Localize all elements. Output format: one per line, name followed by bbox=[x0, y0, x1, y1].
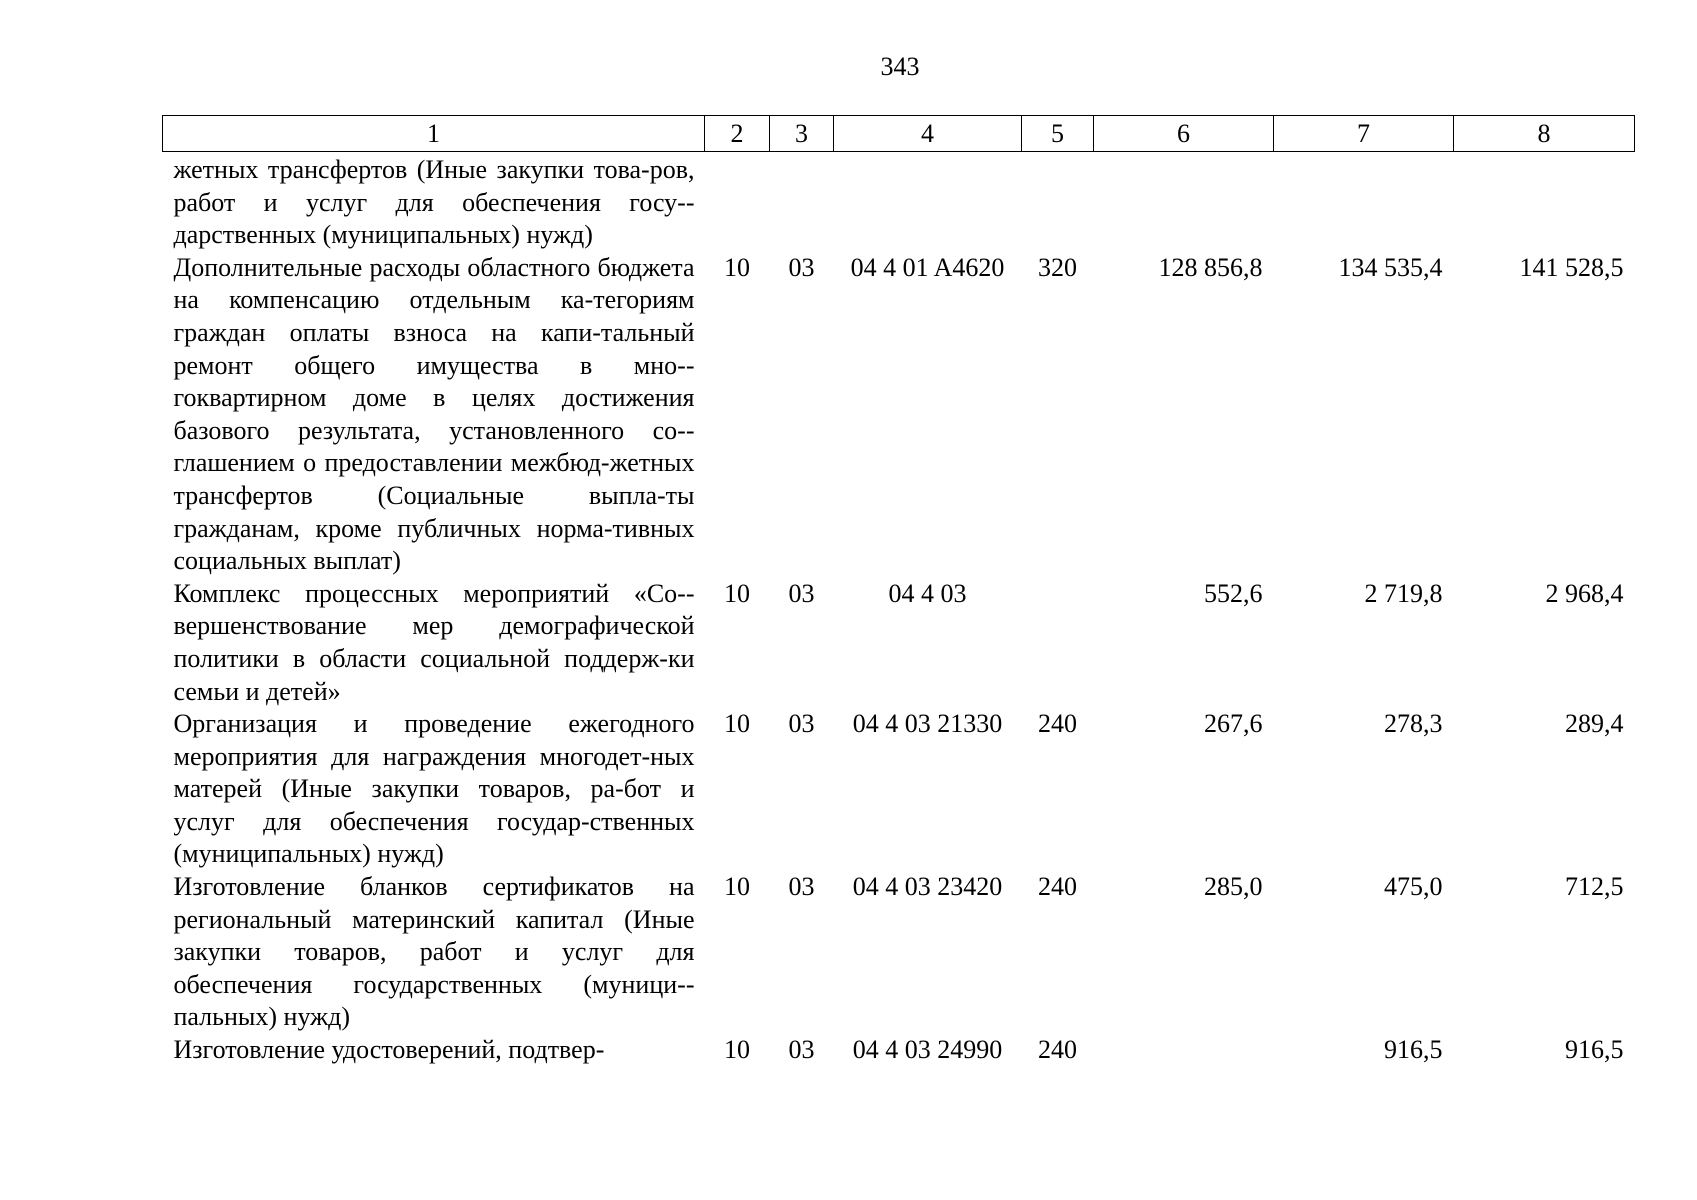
row-target-article: 04 4 03 24990 bbox=[852, 1035, 1003, 1065]
column-header-1: 1 bbox=[163, 116, 705, 152]
row-expense-group: 240 bbox=[1038, 872, 1077, 902]
row-amount-col7: 475,0 bbox=[1384, 872, 1443, 902]
row-section: 10 bbox=[724, 1035, 750, 1065]
table-row bbox=[163, 252, 1635, 578]
row-expense-group: 240 bbox=[1038, 1035, 1077, 1065]
table-header bbox=[163, 116, 1635, 152]
row-section: 10 bbox=[724, 709, 750, 739]
column-header-6: 6 bbox=[1094, 116, 1274, 152]
row-amount-col6: 128 856,8 bbox=[1158, 252, 1263, 282]
row-description: Дополнительные расходы областного бюджета на компенсацию отдельным ка-тегориям граждан оплаты взноса на капи-тальный ремонт общего имущества в мно-гоквартирном доме в целях достижения базового результата, установленного со-глашением о предоставлении межбюд-жетных трансфертов (Социальные выпла-ты гражданам, кроме публичных норма-тивных социальных выплат) bbox=[173, 252, 695, 576]
row-amount-col8: 916,5 bbox=[1565, 1035, 1624, 1065]
row-expense-group bbox=[1022, 152, 1094, 252]
row-amount-col7: 278,3 bbox=[1384, 709, 1443, 739]
row-expense-group: 320 bbox=[1038, 252, 1077, 282]
row-target-article: 04 4 01 A4620 bbox=[850, 252, 1005, 282]
row-subsection: 03 bbox=[788, 872, 815, 902]
row-amount-col8: 289,4 bbox=[1565, 709, 1624, 739]
row-section: 10 bbox=[724, 252, 750, 282]
row-amount-col7: 916,5 bbox=[1384, 1035, 1443, 1065]
row-subsection: 03 bbox=[788, 578, 815, 608]
column-header-3: 3 bbox=[770, 116, 834, 152]
column-header-7: 7 bbox=[1274, 116, 1454, 152]
row-amount-col6 bbox=[1094, 152, 1274, 252]
row-amount-col6: 267,6 bbox=[1204, 709, 1263, 739]
page-number: 343 bbox=[880, 52, 920, 81]
row-amount-col7: 2 719,8 bbox=[1364, 578, 1443, 608]
row-subsection bbox=[770, 152, 834, 252]
table-row bbox=[163, 1034, 1635, 1067]
row-amount-col7: 134 535,4 bbox=[1338, 252, 1443, 282]
row-expense-group: 240 bbox=[1038, 709, 1077, 739]
table-row bbox=[163, 871, 1635, 1034]
column-header-2: 2 bbox=[705, 116, 770, 152]
row-target-article: 04 4 03 21330 bbox=[852, 709, 1003, 739]
table-row bbox=[163, 708, 1635, 871]
row-description: Организация и проведение ежегодного мероприятия для награждения многодет-ных матерей (Иные закупки товаров, ра-бот и услуг для обеспечения государ-ственных (муниципальных) нужд) bbox=[173, 709, 695, 869]
row-section bbox=[705, 152, 770, 252]
column-header-4: 4 bbox=[834, 116, 1022, 152]
row-subsection: 03 bbox=[788, 252, 815, 282]
row-description: Изготовление бланков сертификатов на региональный материнский капитал (Иные закупки товаров, работ и услуг для обеспечения государственных (муници-пальных) нужд) bbox=[173, 872, 695, 1032]
row-target-article bbox=[834, 152, 1022, 252]
row-description: Комплекс процессных мероприятий «Со-вершенствование мер демографической политики в области социальной поддерж-ки семьи и детей» bbox=[173, 578, 695, 706]
row-description: Изготовление удостоверений, подтвер- bbox=[173, 1035, 605, 1065]
table-body bbox=[163, 152, 1635, 1067]
column-header-8: 8 bbox=[1454, 116, 1635, 152]
row-target-article: 04 4 03 23420 bbox=[852, 872, 1003, 902]
row-amount-col8 bbox=[1454, 152, 1635, 252]
row-amount-col8: 141 528,5 bbox=[1519, 252, 1624, 282]
table-row bbox=[163, 578, 1635, 708]
header-row bbox=[163, 116, 1635, 152]
budget-table bbox=[162, 115, 1635, 1067]
row-amount-col8: 712,5 bbox=[1565, 872, 1624, 902]
row-expense-group bbox=[1022, 578, 1094, 708]
row-subsection: 03 bbox=[788, 1035, 815, 1065]
row-section: 10 bbox=[724, 872, 750, 902]
row-target-article: 04 4 03 bbox=[888, 578, 967, 608]
row-amount-col6: 285,0 bbox=[1204, 872, 1263, 902]
row-amount-col6: 552,6 bbox=[1204, 578, 1263, 608]
row-subsection: 03 bbox=[788, 709, 815, 739]
column-header-5: 5 bbox=[1022, 116, 1094, 152]
row-amount-col8: 2 968,4 bbox=[1545, 578, 1624, 608]
row-amount-col7 bbox=[1274, 152, 1454, 252]
table-row bbox=[163, 152, 1635, 252]
row-section: 10 bbox=[724, 578, 750, 608]
row-amount-col6 bbox=[1094, 1034, 1274, 1067]
row-description: жетных трансфертов (Иные закупки това-ров, работ и услуг для обеспечения госу-дарственных (муниципальных) нужд) bbox=[173, 155, 695, 250]
